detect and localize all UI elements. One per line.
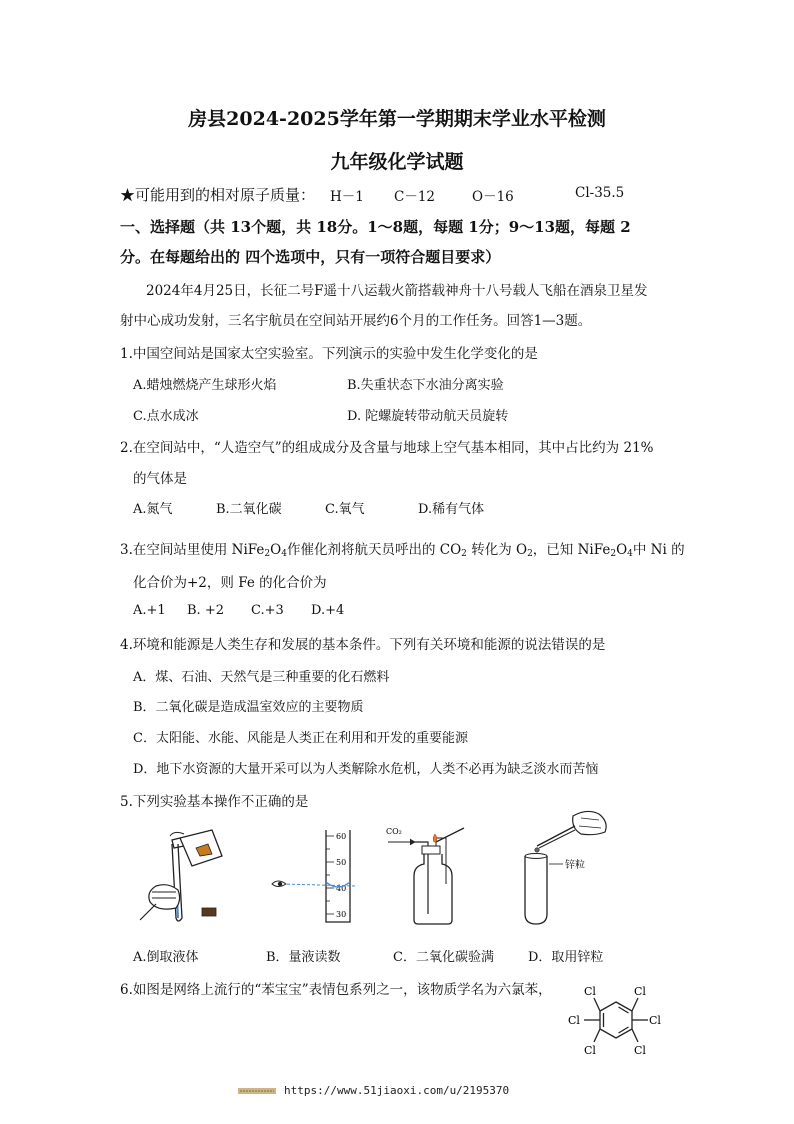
cylinder-tick-40: 40 [336, 884, 347, 893]
q4-option-c: C．太阳能、水能、风能是人类正在利用和开发的重要能源 [133, 731, 468, 746]
atomic-mass-h: H－1 [330, 189, 364, 205]
q2-option-c: C.氧气 [325, 502, 365, 517]
cl-atom: Cl [634, 1044, 646, 1057]
footer-url: https://www.51jiaoxi.com/u/2195370 [284, 1084, 510, 1097]
graduated-cylinder-figure [268, 826, 368, 926]
q4-option-b: B．二氧化碳是造成温室效应的主要物质 [133, 700, 364, 715]
q5-option-a: A.倒取液体 [133, 950, 199, 965]
q2-stem-line2: 的气体是 [133, 471, 187, 487]
intro-line2: 射中心成功发射，三名宇航员在空间站开展约6个月的工作任务。回答1—3题。 [120, 313, 592, 329]
co2-bottle-figure [384, 824, 474, 928]
q1-option-c: C.点水成冰 [133, 409, 199, 424]
q2-option-b: B.二氧化碳 [216, 502, 282, 517]
q3-option-b: B. +2 [187, 603, 224, 618]
q5-option-c: C．二氧化碳验满 [393, 950, 494, 965]
q3-stem-line2: 化合价为+2，则 Fe 的化合价为 [133, 575, 327, 591]
co2-label: CO₂ [386, 827, 402, 836]
q2-stem-line1: 2.在空间站中，“人造空气”的组成成分及含量与地球上空气基本相同，其中占比约为 21% [120, 440, 654, 456]
atomic-mass-label: ★可能用到的相对原子质量： [120, 186, 316, 204]
q2-option-d: D.稀有气体 [418, 502, 485, 517]
q3-option-a: A.+1 [133, 603, 166, 618]
q1-option-b: B.失重状态下水油分离实验 [347, 378, 504, 393]
q1-option-a: A.蜡烛燃烧产生球形火焰 [133, 378, 277, 393]
watermark-logo [238, 1085, 278, 1097]
exam-subtitle: 九年级化学试题 [330, 151, 464, 173]
hexachlorobenzene-structure [564, 978, 668, 1062]
section-heading-line1: 一、选择题（共 13个题，共 18分。1～8题，每题 1分；9～13题，每题 2 [120, 218, 631, 236]
q4-option-a: A．煤、石油、天然气是三种重要的化石燃料 [133, 670, 390, 685]
cl-atom: Cl [649, 1014, 661, 1027]
atomic-mass-o: O－16 [472, 189, 514, 205]
cl-atom: Cl [634, 985, 646, 998]
q4-stem: 4.环境和能源是人类生存和发展的基本条件。下列有关环境和能源的说法错误的是 [120, 637, 606, 653]
pour-liquid-figure [136, 826, 236, 926]
cl-atom: Cl [584, 1044, 596, 1057]
cylinder-tick-50: 50 [336, 858, 347, 867]
cl-atom: Cl [584, 985, 596, 998]
cl-atom: Cl [568, 1014, 580, 1027]
q3-stem-line1: 3.在空间站里使用 $NiFe_2O_4$作催化剂将航天员呼出的 $CO_2$ 转化为 $O_2$，已知 $NiFe_2O_4$中 Ni 的 [120, 542, 685, 559]
q1-option-d: D. 陀螺旋转带动航天员旋转 [347, 409, 509, 424]
exam-title: 房县2024-2025学年第一学期期末学业水平检测 [188, 108, 606, 130]
cylinder-tick-60: 60 [336, 832, 347, 841]
q3-option-c: C.+3 [251, 603, 284, 618]
q6-stem: 6.如图是网络上流行的“苯宝宝”表情包系列之一，该物质学名为六氯苯， [120, 982, 552, 998]
zinc-tweezers-figure [515, 806, 625, 928]
intro-line1: 2024年4月25日，长征二号F遥十八运载火箭搭载神舟十八号载人飞船在酒泉卫星发 [146, 283, 648, 299]
zinc-label: 锌粒 [565, 860, 585, 871]
q4-option-d: D．地下水资源的大量开采可以为人类解除水危机，人类不必再为缺乏淡水而苦恼 [133, 762, 599, 777]
q1-stem: 1.中国空间站是国家太空实验室。下列演示的实验中发生化学变化的是 [120, 346, 538, 362]
q3-option-d: D.+4 [311, 603, 345, 618]
section-heading-line2: 分。在每题给出的 四个选项中，只有一项符合题目要求） [120, 248, 501, 266]
atomic-mass-c: C－12 [394, 189, 436, 205]
q2-option-a: A.氮气 [133, 502, 173, 517]
atomic-mass-cl: Cl-35.5 [575, 185, 625, 201]
q5-option-d: D．取用锌粒 [528, 950, 604, 965]
q5-stem: 5.下列实验基本操作不正确的是 [120, 794, 309, 810]
q5-option-b: B．量液读数 [266, 950, 341, 965]
cylinder-tick-30: 30 [336, 910, 347, 919]
